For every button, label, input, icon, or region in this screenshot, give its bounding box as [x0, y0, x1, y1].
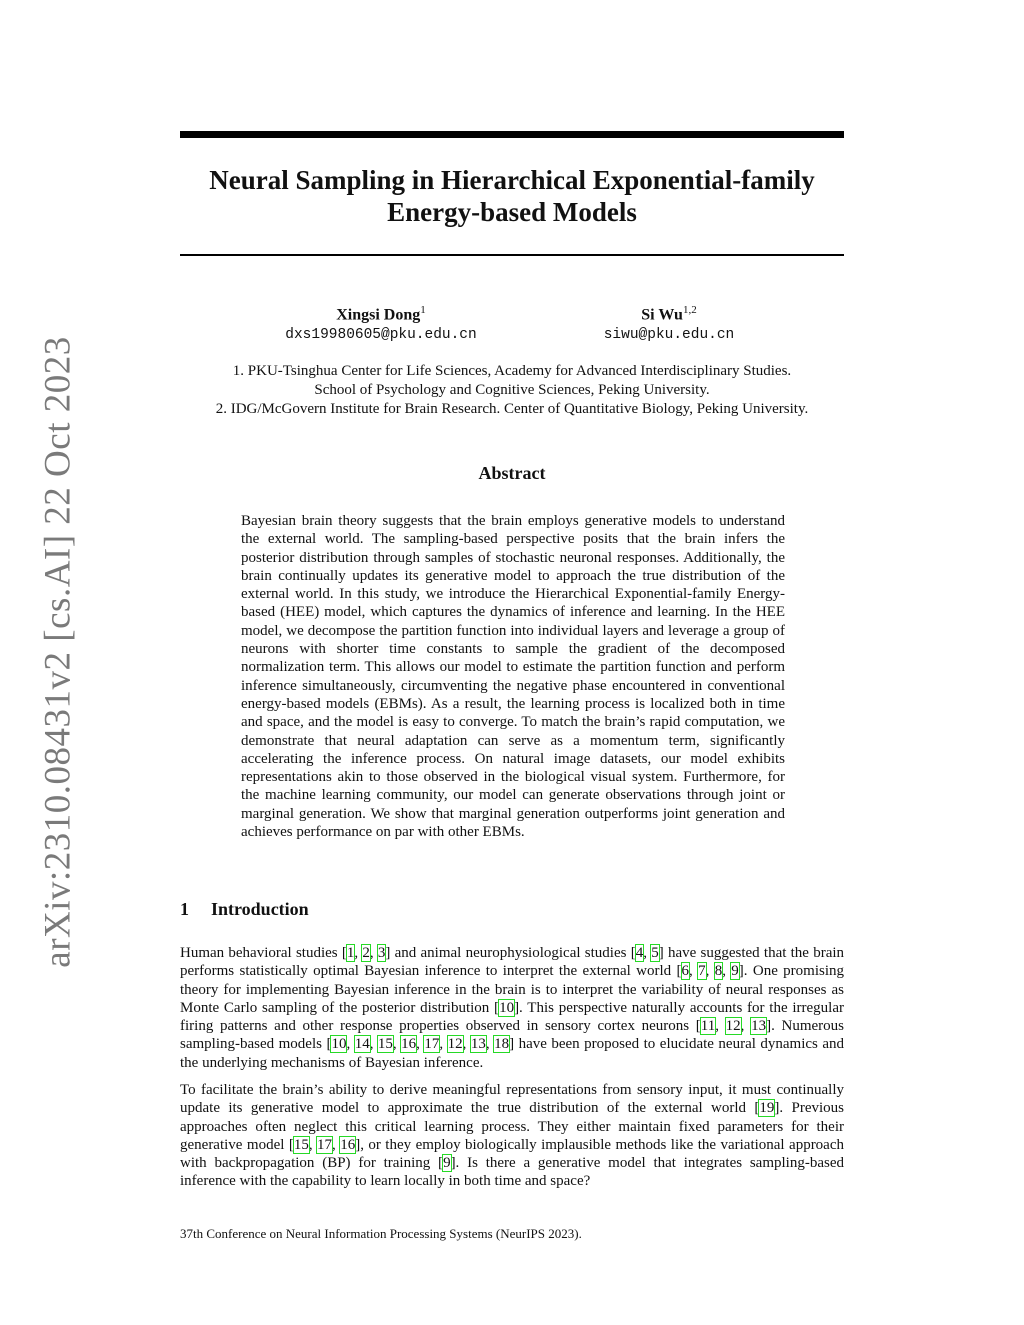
citation-link[interactable]: 12 — [447, 1036, 463, 1053]
author-name: Xingsi Dong — [336, 306, 421, 324]
citation-link[interactable]: 8 — [714, 963, 723, 980]
citation-link[interactable]: 15 — [293, 1136, 309, 1153]
author-block-1 — [231, 300, 531, 345]
citation-link[interactable]: 19 — [759, 1100, 775, 1117]
author-affil-sup: 1 — [420, 304, 426, 316]
citation-link[interactable]: 16 — [401, 1036, 417, 1053]
citation-link[interactable]: 10 — [331, 1036, 347, 1053]
citation-link[interactable]: 13 — [751, 1018, 767, 1035]
citation-link[interactable]: 11 — [700, 1018, 716, 1035]
title-line-2: Energy-based Models — [387, 197, 637, 227]
citation-link[interactable]: 6 — [681, 963, 689, 980]
citation-link[interactable]: 1 — [346, 945, 355, 961]
citation-link[interactable]: 2 — [362, 945, 370, 961]
arxiv-identifier: arXiv:2310.08431v2 [cs.AI] 22 Oct 2023 — [37, 336, 79, 968]
affiliation-line: 2. IDG/McGovern Institute for Brain Research. Center of Quantitative Biology, Peking University. — [215, 401, 809, 417]
citation-link[interactable]: 9 — [443, 1155, 451, 1172]
citation-link[interactable]: 9 — [731, 963, 739, 980]
citation-link[interactable]: 15 — [377, 1036, 393, 1053]
affiliation-line: 1. PKU-Tsinghua Center for Life Sciences, Academy for Advanced Interdisciplinary Studies. — [232, 363, 792, 379]
author-name: Si Wu — [641, 306, 683, 324]
affiliation-line: School of Psychology and Cognitive Sciences, Peking University. — [314, 382, 710, 398]
section-heading-introduction — [180, 899, 309, 920]
intro-paragraph-1: Human behavioral studies [1, 2, 3] and animal neurophysiological studies [4, 5] have suggested that the brain performs statistically optimal Bayesian inference to interpret the external world [6, 7, 8, 9]. One promising theory for implementing Bayesian inference in the brain is to interpret the variability of neural responses as Monte Carlo sampling of the posterior distribution [10]. This perspective naturally accounts for the irregular firing patterns and other response properties observed in sensory cortex neurons [11, 12, 13]. Numerous sampling-based models [10, 14, 15, 16, 17, 12, 13, 18] have been proposed to elucidate neural dynamics and the underlying mechanisms of Bayesian inference. — [180, 945, 845, 1071]
citation-link[interactable]: 17 — [424, 1036, 440, 1053]
citation-link[interactable]: 4 — [635, 945, 644, 961]
conference-footnote: 37th Conference on Neural Information Processing Systems (NeurIPS 2023). — [180, 1226, 582, 1241]
paper-title — [180, 164, 844, 228]
citation-link[interactable]: 16 — [340, 1136, 356, 1153]
intro-paragraph-2: To facilitate the brain’s ability to derive meaningful representations from sensory input, it must continually update its generative model to approximate the true distribution of the external world [19]. Previous approaches often neglect this critical learning process. They either maintain fixed parameters for their generative model [15, 17, 16], or they employ biologically implausible methods like the variational approach with backpropagation (BP) for training [9]. Is there a generative model that integrates sampling-based inference with the capability to learn locally in both time and space? — [180, 1082, 845, 1190]
citation-link[interactable]: 10 — [499, 999, 515, 1016]
citation-link[interactable]: 5 — [651, 945, 659, 961]
affiliations — [180, 362, 844, 419]
citation-link[interactable]: 14 — [354, 1036, 370, 1053]
author-affil-sup: 1,2 — [682, 304, 697, 316]
citation-link[interactable]: 13 — [470, 1036, 486, 1053]
citation-link[interactable]: 7 — [698, 963, 706, 980]
author-email[interactable]: siwu@pku.edu.cn — [603, 327, 735, 344]
title-rule-top — [180, 131, 844, 138]
citation-link[interactable]: 12 — [725, 1018, 741, 1035]
author-email[interactable]: dxs19980605@pku.edu.cn — [285, 327, 477, 344]
citation-link[interactable]: 3 — [377, 945, 386, 961]
abstract-heading: Abstract — [478, 463, 546, 483]
section-number: 1 — [180, 899, 189, 919]
author-block-2 — [519, 300, 819, 345]
abstract-body: Bayesian brain theory suggests that the brain employs generative models to understand the external world. The sampling-based perspective posits that the brain infers the posterior distribution through samples of stochastic neuronal responses. Additionally, the brain continually updates its generative model to approach the true distribution of the external world. In this study, we introduce the Hierarchical Exponential-family Energy-based (HEE) model, which captures the dynamics of inference and learning. In the HEE model, we decompose the partition function into individual layers and leverage a group of neurons with shorter time constants to sample the gradient of the decomposed normalization term. This allows our model to estimate the partition function and perform inference simultaneously, circumventing the negative phase encountered in conventional energy-based models (EBMs). As a result, the learning process is localized both in time and space, and the model is easy to converge. To match the brain’s rapid computation, we demonstrate that neural adaptation can serve as a momentum term, significantly accelerating the inference process. On natural image datasets, our model exhibits representations akin to those observed in the biological visual system. Furthermore, for the machine learning community, our model can generate observations through joint or marginal generation. We show that marginal generation outperforms joint generation and achieves performance on par with other EBMs. — [241, 513, 785, 841]
citation-link[interactable]: 18 — [494, 1036, 510, 1053]
title-rule-bottom — [180, 254, 844, 256]
citation-link[interactable]: 17 — [317, 1136, 333, 1153]
section-title: Introduction — [211, 899, 309, 919]
title-line-1: Neural Sampling in Hierarchical Exponential-family — [209, 165, 815, 195]
